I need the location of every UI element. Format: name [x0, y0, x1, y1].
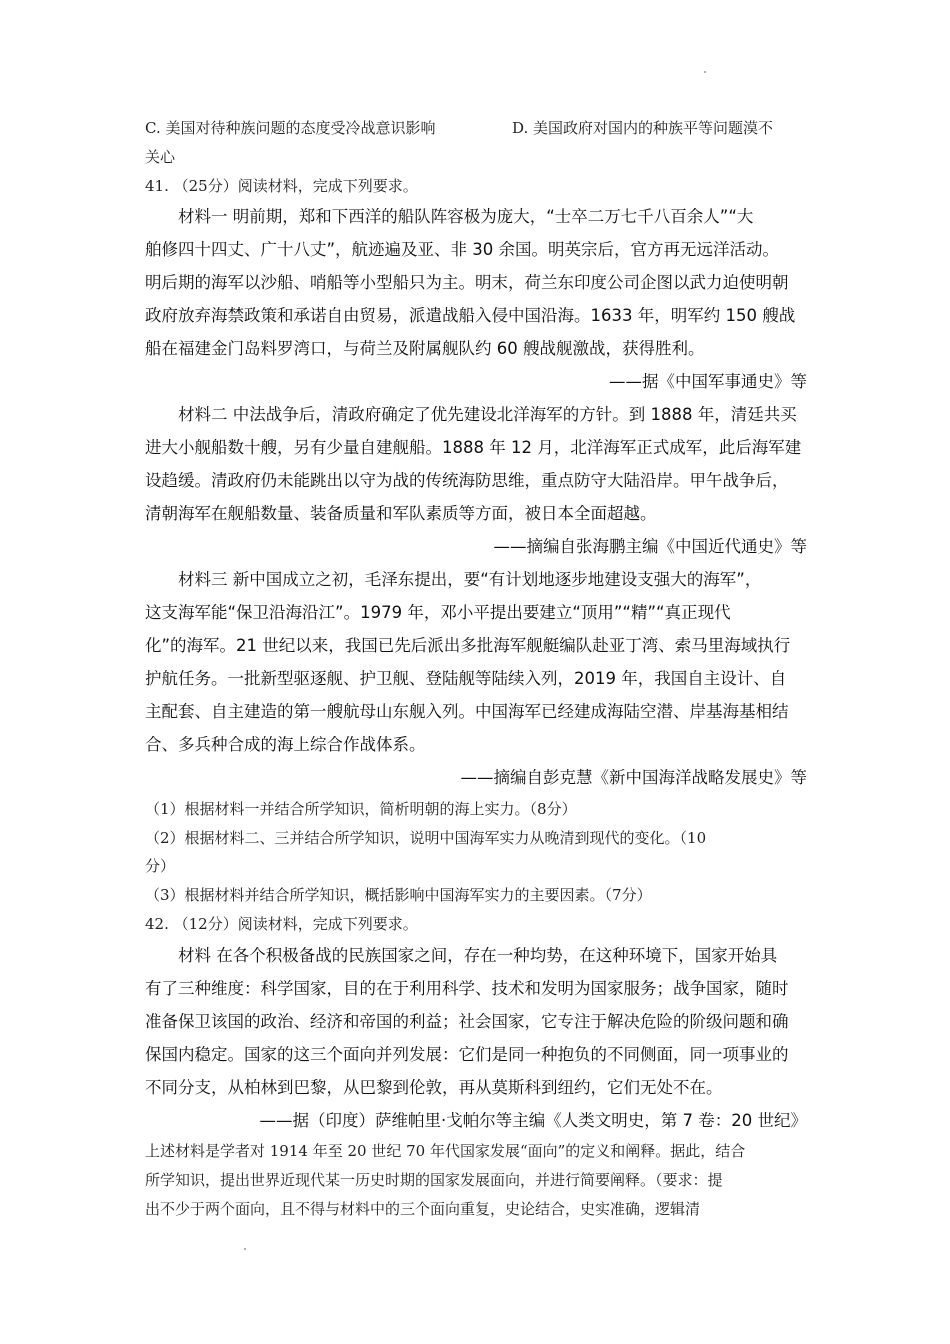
- q41-subquestion-3: （3）根据材料并结合所学知识，概括影响中国海军实力的主要因素。（7分）: [145, 886, 652, 904]
- q42-material-line: 保国内稳定。国家的这三个面向并列发展：它们是同一种抱负的不同侧面，同一项事业的: [145, 1045, 789, 1064]
- material3-line: 这支海军能“保卫沿海沿江”。1979 年，邓小平提出要建立“顶用”“精”“真正现代: [145, 603, 731, 622]
- material2-source: ——摘编自张海鹏主编《中国近代通史》等: [493, 537, 807, 556]
- q41-subquestion-1: （1）根据材料一并结合所学知识，简析明朝的海上实力。（8分）: [145, 800, 577, 818]
- option-c: C. 美国对待种族问题的态度受冷战意识影响: [145, 119, 436, 137]
- q41-subquestion-2-continued: 分）: [145, 857, 176, 875]
- material3-line: 材料三 新中国成立之初，毛泽东提出，要“有计划地逐步地建设支强大的海军”，: [178, 570, 762, 589]
- material3-line: 护航任务。一批新型驱逐舰、护卫舰、登陆舰等陆续入列，2019 年，我国自主设计、自: [145, 669, 787, 688]
- material1-line: 舶修四十四丈、广十八丈”，航迹遍及亚、非 30 余国。明英宗后，官方再无远洋活动。: [145, 240, 780, 259]
- q41-subquestion-2: （2）根据材料二、三并结合所学知识，说明中国海军实力从晚清到现代的变化。（10: [145, 829, 707, 847]
- material1-source: ——据《中国军事通史》等: [609, 372, 807, 391]
- material3-line: 合、多兵种合成的海上综合作战体系。: [145, 735, 426, 754]
- material2-line: 进大小舰船数十艘，另有少量自建舰船。1888 年 12 月，北洋海军正式成军，此后海军建: [145, 438, 802, 457]
- q42-material-line: 准备保卫该国的政治、经济和帝国的利益；社会国家，它专注于解决危险的阶级问题和确: [145, 1012, 789, 1031]
- material3-source: ——摘编自彭克慧《新中国海洋战略发展史》等: [460, 768, 807, 787]
- scan-mark-bottom: [244, 1248, 246, 1250]
- material1-line: 材料一 明前期，郑和下西洋的船队阵容极为庞大，“士卒二万七千八百余人”“大: [178, 207, 754, 226]
- material2-line: 设趋缓。清政府仍未能跳出以守为战的传统海防思维，重点防守大陆沿岸。甲午战争后，: [145, 471, 789, 490]
- material1-line: 明后期的海军以沙船、哨船等小型船只为主。明末，荷兰东印度公司企图以武力迫使明朝: [145, 273, 789, 292]
- material2-line: 材料二 中法战争后，清政府确定了优先建设北洋海军的方针。到 1888 年，清廷共买: [178, 405, 797, 424]
- option-d: D. 美国政府对国内的种族平等问题漠不: [512, 119, 774, 137]
- option-d-continued: 关心: [145, 148, 176, 166]
- q42-task-line: 出不少于两个面向，且不得与材料中的三个面向重复，史论结合，史实准确，逻辑清: [145, 1200, 701, 1218]
- q41-header: 41. （25分）阅读材料，完成下列要求。: [145, 177, 418, 195]
- q42-material-line: 不同分支，从柏林到巴黎，从巴黎到伦敦，再从莫斯科到纽约，它们无处不在。: [145, 1078, 723, 1097]
- q42-task-line: 所学知识，提出世界近现代某一历史时期的国家发展面向，并进行简要阐释。（要求：提: [145, 1171, 723, 1189]
- material3-line: 主配套、自主建造的第一艘航母山东舰入列。中国海军已经建成海陆空潜、岸基海基相结: [145, 702, 789, 721]
- material2-line: 清朝海军在舰船数量、装备质量和军队素质等方面，被日本全面超越。: [145, 504, 657, 523]
- material1-line: 政府放弃海禁政策和承诺自由贸易，派遣战船入侵中国沿海。1633 年，明军约 150 艘战: [145, 306, 796, 325]
- q42-header: 42. （12分）阅读材料，完成下列要求。: [145, 915, 418, 933]
- material3-line: 化”的海军。21 世纪以来，我国已先后派出多批海军舰艇编队赴亚丁湾、索马里海域执行: [145, 636, 791, 655]
- q42-material-source: ——据（印度）萨维帕里·戈帕尔等主编《人类文明史，第 7 卷：20 世纪》: [259, 1111, 807, 1130]
- scan-mark-top: [704, 71, 706, 73]
- q42-task-line: 上述材料是学者对 1914 年至 20 世纪 70 年代国家发展“面向”的定义和阐释。据此，结合: [145, 1142, 746, 1160]
- material1-line: 船在福建金门岛料罗湾口，与荷兰及附属舰队约 60 艘战舰激战，获得胜利。: [145, 339, 705, 358]
- q42-material-line: 材料 在各个积极备战的民族国家之间，存在一种均势，在这种环境下，国家开始具: [178, 946, 778, 965]
- q42-material-line: 有了三种维度：科学国家，目的在于利用科学、技术和发明为国家服务；战争国家，随时: [145, 979, 789, 998]
